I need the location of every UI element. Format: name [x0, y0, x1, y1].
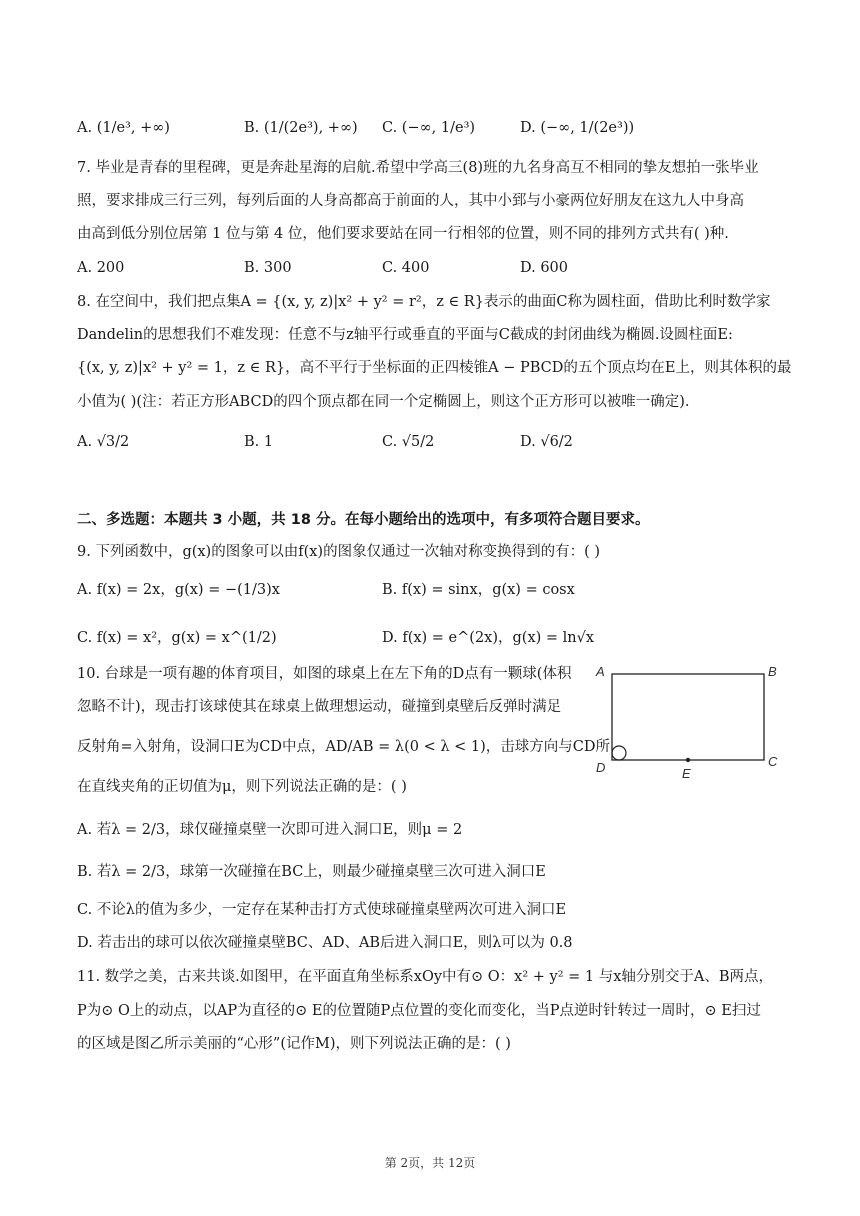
q7-option-d: D. 600 [520, 260, 569, 276]
q10-option-c: C. 不论λ的值为多少，一定存在某种击打方式使球碰撞桌壁两次可进入洞口E [77, 902, 567, 918]
q10-line-3: 反射角=入射角，设洞口E为CD中点，AD/AB = λ(0 < λ < 1)，击球方向与CD所 [77, 739, 611, 755]
pocket-e-dot [686, 758, 690, 762]
q11-line-1: 11. 数学之美，古来共谈.如图甲，在平面直角坐标系xOy中有⊙ O：x² + y² = 1 与x轴分别交于A、B两点， [77, 969, 774, 985]
page-footer: 第 2页，共 12页 [384, 1156, 476, 1170]
q7-option-a: A. 200 [77, 260, 125, 276]
q7-option-c: C. 400 [382, 260, 430, 276]
table-rect [612, 674, 764, 760]
label-c: C [768, 754, 778, 769]
q10-line-2: 忽略不计)，现击打该球使其在球桌上做理想运动，碰撞到桌壁后反弹时满足 [77, 699, 562, 715]
q7-line-2: 照，要求排成三行三列，每列后面的人身高都高于前面的人，其中小郅与小豪两位好朋友在这九人中身高 [77, 193, 744, 209]
q10-option-b: B. 若λ = 2/3，球第一次碰撞在BC上，则最少碰撞桌壁三次可进入洞口E [77, 864, 546, 880]
q10-option-a: A. 若λ = 2/3，球仅碰撞桌壁一次即可进入洞口E，则μ = 2 [77, 822, 463, 838]
q8-option-c: C. √5/2 [382, 434, 435, 450]
q10-line-4: 在直线夹角的正切值为μ，则下列说法正确的是：( ) [77, 779, 407, 795]
q7-option-b: B. 300 [244, 260, 292, 276]
q8-line-1: 8. 在空间中，我们把点集A = {(x, y, z)|x² + y² = r²，z ∈ R}表示的曲面C称为圆柱面，借助比利时数学家 [77, 294, 771, 310]
q6-option-a: A. (1/e³, +∞) [77, 120, 170, 136]
q6-option-c: C. (−∞, 1/e³) [382, 120, 476, 136]
ball [612, 746, 626, 760]
label-d: D [596, 760, 606, 775]
q8-option-d: D. √6/2 [520, 434, 573, 450]
q8-line-2: Dandelin的思想我们不难发现：任意不与z轴平行或垂直的平面与C截成的封闭曲线为椭圆.设圆柱面E: [77, 327, 733, 343]
q6-option-b: B. (1/(2e³), +∞) [244, 120, 358, 136]
q10-option-d: D. 若击出的球可以依次碰撞桌壁BC、AD、AB后进入洞口E，则λ可以为 0.8 [77, 935, 573, 951]
q9-option-a: A. f(x) = 2x，g(x) = −(1/3)x [77, 582, 280, 598]
q7-line-3: 由高到低分别位居第 1 位与第 4 位，他们要求要站在同一行相邻的位置，则不同的排列方式共有( )种. [77, 226, 729, 242]
q8-line-4: 小值为( )(注：若正方形ABCD的四个顶点都在同一个定椭圆上，则这个正方形可以被唯一确定). [77, 394, 690, 410]
billiard-table-figure [592, 658, 784, 782]
q10-line-1: 10. 台球是一项有趣的体育项目，如图的球桌上在左下角的D点有一颗球(体积 [77, 666, 572, 682]
q6-option-d: D. (−∞, 1/(2e³)) [520, 120, 635, 136]
q11-line-2: P为⊙ O上的动点，以AP为直径的⊙ E的位置随P点位置的变化而变化，当P点逆时针转过一周时，⊙ E扫过 [77, 1003, 761, 1019]
section-heading-multiple-choice: 二、多选题：本题共 3 小题，共 18 分。在每小题给出的选项中，有多项符合题目要求。 [77, 512, 650, 528]
label-e: E [682, 766, 691, 781]
q9-stem: 9. 下列函数中，g(x)的图象可以由f(x)的图象仅通过一次轴对称变换得到的有：( ) [77, 544, 600, 560]
q9-option-b: B. f(x) = sinx，g(x) = cosx [382, 582, 575, 598]
q9-option-d: D. f(x) = e^(2x)，g(x) = ln√x [382, 630, 595, 646]
label-b: B [768, 664, 777, 679]
q8-option-b: B. 1 [244, 434, 274, 450]
q11-line-3: 的区域是图乙所示美丽的“心形”(记作M)，则下列说法正确的是：( ) [77, 1036, 511, 1052]
q8-option-a: A. √3/2 [77, 434, 130, 450]
label-a: A [596, 664, 605, 679]
q7-line-1: 7. 毕业是青春的里程碑，更是奔赴星海的启航.希望中学高三(8)班的九名身高互不相同的挚友想拍一张毕业 [77, 160, 759, 176]
q9-option-c: C. f(x) = x²，g(x) = x^(1/2) [77, 630, 277, 646]
q8-line-3: {(x, y, z)|x² + y² = 1，z ∈ R}，高不平行于坐标面的正四棱锥A − PBCD的五个顶点均在E上，则其体积的最 [77, 360, 792, 376]
